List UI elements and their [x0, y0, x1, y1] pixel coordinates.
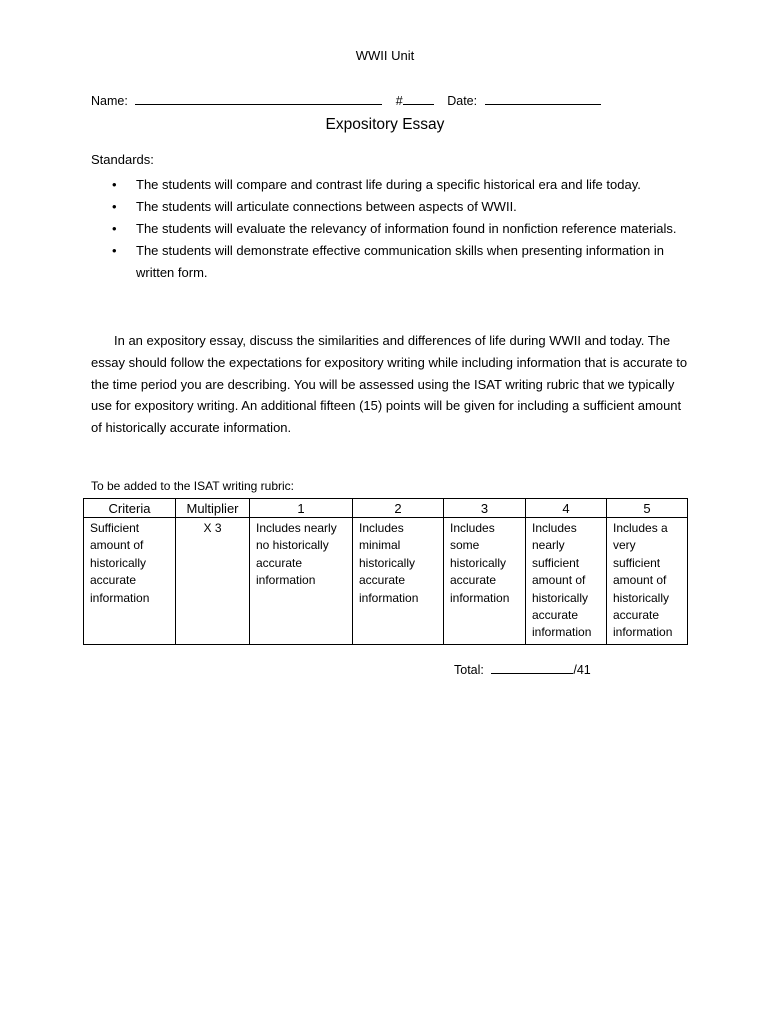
- score-1-cell: Includes nearly no historically accurate information: [250, 518, 353, 645]
- score-5-cell: Includes a very sufficient amount of historically accurate information: [607, 518, 688, 645]
- header-score-2: 2: [353, 499, 444, 518]
- total-label: Total:: [454, 663, 484, 677]
- rubric-label: To be added to the ISAT writing rubric:: [91, 479, 294, 493]
- date-blank[interactable]: [485, 93, 601, 105]
- header-score-4: 4: [526, 499, 607, 518]
- header-score-1: 1: [250, 499, 353, 518]
- total-line: [454, 662, 591, 677]
- number-label: #: [395, 94, 403, 108]
- score-4-cell: Includes nearly sufficient amount of historically accurate information: [526, 518, 607, 645]
- header-criteria: Criteria: [84, 499, 176, 518]
- multiplier-cell: X 3: [176, 518, 250, 645]
- header-score-5: 5: [607, 499, 688, 518]
- standard-item: • The students will demonstrate effective communication skills when presenting information in written form.: [112, 240, 692, 284]
- score-2-cell: Includes minimal historically accurate information: [353, 518, 444, 645]
- standards-list: [112, 174, 692, 284]
- rubric-header-row: [84, 499, 688, 518]
- rubric-table: [83, 498, 688, 645]
- total-blank[interactable]: [491, 662, 573, 674]
- header-multiplier: Multiplier: [176, 499, 250, 518]
- page-title: Expository Essay: [325, 116, 445, 133]
- unit-title: WWII Unit: [355, 48, 415, 63]
- date-label: Date:: [447, 94, 478, 108]
- total-max: /41: [573, 663, 591, 677]
- standard-item: • The students will evaluate the relevancy of information found in nonfiction reference materials.: [112, 218, 692, 240]
- standards-heading: Standards:: [91, 152, 154, 167]
- name-line: [91, 93, 601, 108]
- header-score-3: 3: [444, 499, 526, 518]
- essay-instructions: In an expository essay, discuss the similarities and differences of life during WWII and today. The essay should follow the expectations for expository writing while including information that is accurate to the time period you are describing. You will be assessed using the ISAT writing rubric that we typically use for expository writing. An additional fifteen (15) points will be given for including a sufficient amount of historically accurate information.: [91, 333, 688, 436]
- name-label: Name:: [91, 94, 128, 108]
- table-row: [84, 518, 688, 645]
- score-3-cell: Includes some historically accurate information: [444, 518, 526, 645]
- criteria-cell: Sufficient amount of historically accurate information: [84, 518, 176, 645]
- number-blank[interactable]: [403, 93, 434, 105]
- standard-item: • The students will compare and contrast life during a specific historical era and life today.: [112, 174, 692, 196]
- name-blank[interactable]: [135, 93, 382, 105]
- standard-item: • The students will articulate connections between aspects of WWII.: [112, 196, 692, 218]
